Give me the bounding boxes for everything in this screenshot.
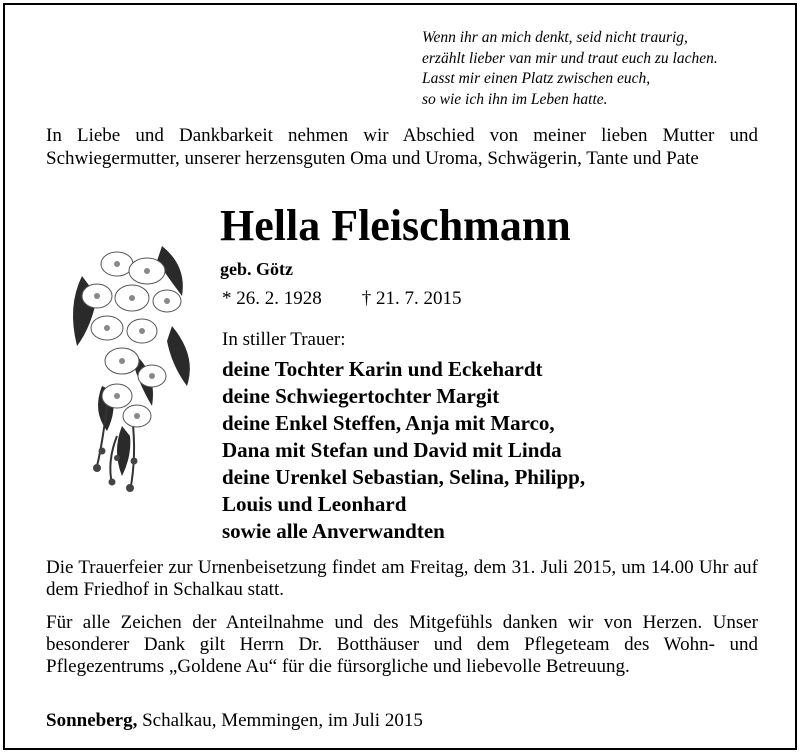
mourners-list [222,356,585,545]
mourners-label: In stiller Trauer: [222,329,346,350]
poem-line: so wie ich ihn im Leben hatte. [422,90,608,108]
death-date: † 21. 7. 2015 [361,288,462,309]
mourner-line: deine Urenkel Sebastian, Selina, Philipp, [222,465,586,489]
mourner-line: Dana mit Stefan und David mit Linda [222,438,562,462]
funeral-notice: Die Trauerfeier zur Urnenbeisetzung findet am Freitag, dem 31. Juli 2015, um 14.00 Uhr auf dem Friedhof in Schalkau statt. [46,557,758,600]
mourner-line: deine Enkel Steffen, Anja mit Marco, [222,411,555,435]
mourner-line: deine Schwiegertochter Margit [222,384,500,408]
poem-line: Wenn ihr an mich denkt, seid nicht traurig, [422,29,688,46]
birth-date: * 26. 2. 1928 [222,288,322,309]
mourner-line: deine Tochter Karin und Eckehardt [222,357,543,381]
life-dates [222,287,462,310]
deceased-name: Hella Fleischmann [220,201,571,250]
poem-verse [422,28,782,110]
place-and-date [46,710,423,732]
poem-line: erzählt lieber van mir und traut euch zu lachen. [422,49,718,67]
place-bold: Sonneberg, [46,710,138,731]
thanks-text: Für alle Zeichen der Anteilnahme und des Mitgefühls danken wir von Herzen. Unser besonderer Dank gilt Herrn Dr. Botthäuser und dem Pflegeteam des Wohn- und Pflegezentrums „Goldene Au“ für die fürsorgliche und liebevolle Betreuung. [46,612,758,677]
orchid-bouquet-icon [62,236,202,496]
maiden-name: geb. Götz [220,259,293,279]
poem-line: Lasst mir einen Platz zwischen euch, [422,70,651,87]
intro-text: In Liebe und Dankbarkeit nehmen wir Abschied von meiner lieben Mutter und Schwiegermutter, unserer herzensguten Oma und Uroma, Schwägerin, Tante und Pate [46,125,758,169]
place-rest: Schalkau, Memmingen, im Juli 2015 [137,710,423,731]
mourner-line: Louis und Leonhard [222,492,407,516]
mourner-line: sowie alle Anverwandten [222,519,445,543]
